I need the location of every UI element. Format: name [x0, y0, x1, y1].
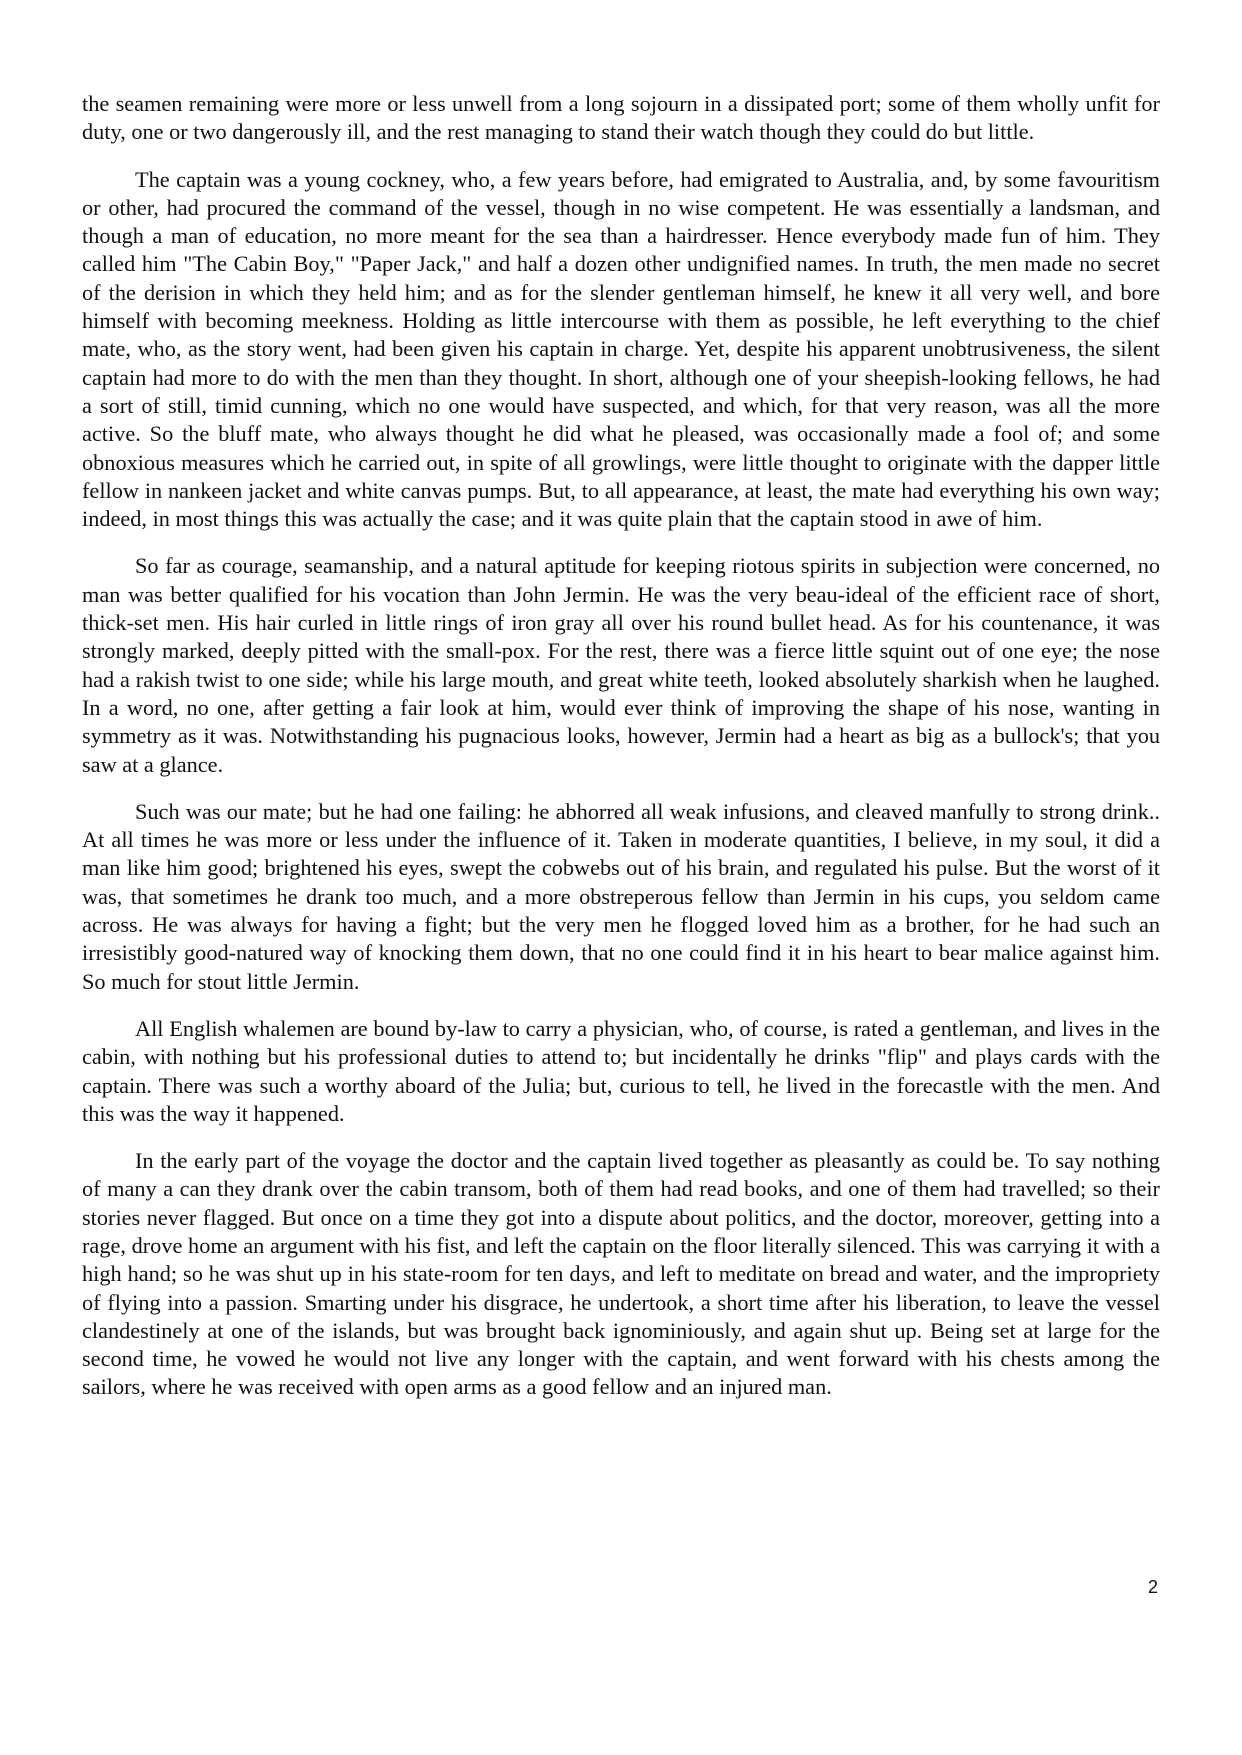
paragraph-4: Such was our mate; but he had one failing: he abhorred all weak infusions, and cleaved manfully to strong drink.. At all times he was more or less under the influence of it. Taken in moderate quantities, I believe, in my soul, it did a man like him good; brightened his eyes, swept the cobwebs out of his brain, and regulated his pulse. But the worst of it was, that sometimes he drank too much, and a more obstreperous fellow than Jermin in his cups, you seldom came across. He was always for having a fight; but the very men he flogged loved him as a brother, for he had such an irresistibly good-natured way of knocking them down, that no one could find it in his heart to bear malice against him. So much for stout little Jermin.	[82, 798, 1160, 994]
paragraph-5: All English whalemen are bound by-law to carry a physician, who, of course, is rated a gentleman, and lives in the cabin, with nothing but his professional duties to attend to; but incidentally he drinks "flip" and plays cards with the captain. There was such a worthy aboard of the Julia; but, curious to tell, he lived in the forecastle with the men. And this was the way it happened.	[82, 1015, 1160, 1126]
body-text	[82, 90, 1160, 1421]
page-number: 2	[1147, 1577, 1158, 1597]
paragraph-2: The captain was a young cockney, who, a few years before, had emigrated to Australia, and, by some favouritism or other, had procured the command of the vessel, though in no wise competent. He was essentially a landsman, and though a man of education, no more meant for the sea than a hairdresser. Hence everybody made fun of him. They called him "The Cabin Boy," "Paper Jack," and half a dozen other undignified names. In truth, the men made no secret of the derision in which they held him; and as for the slender gentleman himself, he knew it all very well, and bore himself with becoming meekness. Holding as little intercourse with them as possible, he left everything to the chief mate, who, as the story went, had been given his captain in charge. Yet, despite his apparent unobtrusiveness, the silent captain had more to do with the men than they thought. In short, although one of your sheepish-looking fellows, he had a sort of still, timid cunning, which no one would have suspected, and which, for that very reason, was all the more active. So the bluff mate, who always thought he did what he pleased, was occasionally made a fool of; and some obnoxious measures which he carried out, in spite of all growlings, were little thought to originate with the dapper little fellow in nankeen jacket and white canvas pumps. But, to all appearance, at least, the mate had everything his own way; indeed, in most things this was actually the case; and it was quite plain that the captain stood in awe of him.	[82, 166, 1160, 532]
paragraph-6: In the early part of the voyage the doctor and the captain lived together as pleasantly as could be. To say nothing of many a can they drank over the cabin transom, both of them had read books, and one of them had travelled; so their stories never flagged. But once on a time they got into a dispute about politics, and the doctor, moreover, getting into a rage, drove home an argument with his fist, and left the captain on the floor literally silenced. This was carrying it with a high hand; so he was shut up in his state-room for ten days, and left to meditate on bread and water, and the impropriety of flying into a passion. Smarting under his disgrace, he undertook, a short time after his liberation, to leave the vessel clandestinely at one of the islands, but was brought back ignominiously, and again shut up. Being set at large for the second time, he vowed he would not live any longer with the captain, and went forward with his chests among the sailors, where he was received with open arms as a good fellow and an injured man.	[82, 1148, 1160, 1400]
paragraph-3: So far as courage, seamanship, and a natural aptitude for keeping riotous spirits in subjection were concerned, no man was better qualified for his vocation than John Jermin. He was the very beau-ideal of the efficient race of short, thick-set men. His hair curled in little rings of iron gray all over his round bullet head. As for his countenance, it was strongly marked, deeply pitted with the small-pox. For the rest, there was a fierce little squint out of one eye; the nose had a rakish twist to one side; while his large mouth, and great white teeth, looked absolutely sharkish when he laughed. In a word, no one, after getting a fair look at him, would ever think of improving the shape of his nose, wanting in symmetry as it was. Notwithstanding his pugnacious looks, however, Jermin had a heart as big as a bullock's; that you saw at a glance.	[82, 553, 1160, 777]
paragraph-1: the seamen remaining were more or less unwell from a long sojourn in a dissipated port; some of them wholly unfit for duty, one or two dangerously ill, and the rest managing to stand their watch though they could do but little.	[82, 91, 1160, 145]
